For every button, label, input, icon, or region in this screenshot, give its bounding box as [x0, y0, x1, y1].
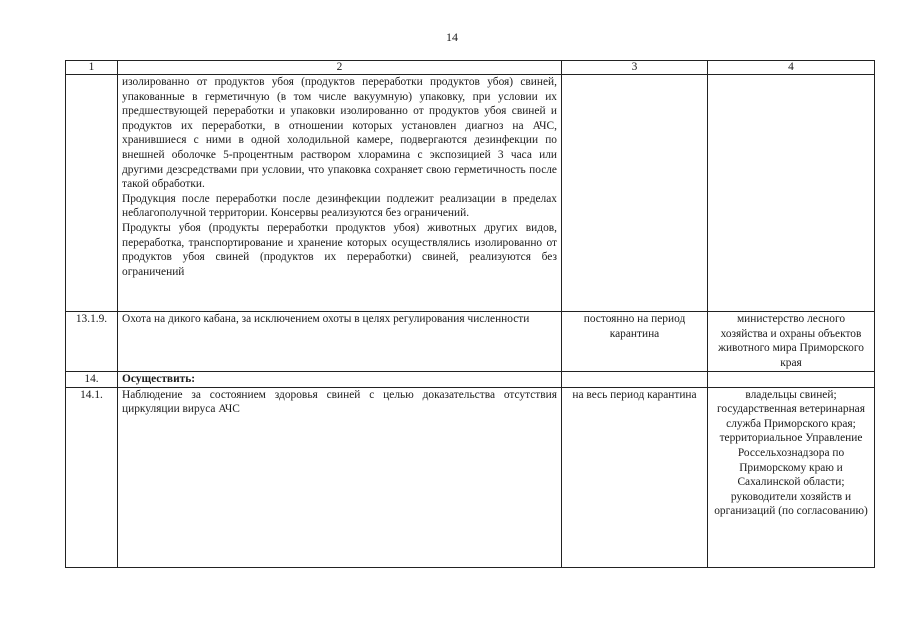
table-header-row	[66, 61, 875, 75]
measures-table	[65, 60, 875, 568]
responsible-cell	[708, 372, 875, 388]
table-row	[66, 387, 875, 567]
measure-paragraph: Продукция после переработки после дезинфекции подлежит реализации в пределах неблагополучной территории. Консервы реализуются без ограничений.	[122, 192, 557, 220]
row-number: 13.1.9.	[66, 312, 118, 372]
page-number: 14	[446, 30, 458, 44]
period-cell: на весь период карантина	[562, 387, 708, 567]
section-heading: Осуществить:	[118, 372, 562, 388]
table-row	[66, 75, 875, 312]
column-header: 4	[708, 61, 875, 75]
responsible-cell: министерство лесного хозяйства и охраны объектов животного мира Приморского края	[708, 312, 875, 372]
row-number	[66, 75, 118, 312]
column-header: 2	[118, 61, 562, 75]
responsible-cell	[708, 75, 875, 312]
responsible-cell: владельцы свиней; государственная ветеринарная служба Приморского края; территориальное Управление Россельхознадзора по Приморскому краю и Сахалинской области; руководители хозяйств и организаций (по согласованию)	[708, 387, 875, 567]
row-number: 14.1.	[66, 387, 118, 567]
table-row	[66, 312, 875, 372]
table-row	[66, 372, 875, 388]
period-cell	[562, 75, 708, 312]
period-cell: постоянно на период карантина	[562, 312, 708, 372]
measure-text	[118, 75, 562, 312]
measure-paragraph: изолированно от продуктов убоя (продуктов переработки продуктов убоя) свиней, упакованные в герметичную (в том числе вакуумную) упаковку, при условии их предшествующей переработки и упаковки изолированно от продуктов убоя свиней и продуктов их переработки, в отношении которых установлен диагноз на АЧС, хранившиеся с ними в одной холодильной камере, подвергаются дезинфекции по внешней оболочке 5-процентным раствором хлорамина с экспозицией 3 часа или другими дезсредствами при условии, что упаковка сохраняет свою герметичность после такой обработки.	[122, 76, 557, 191]
measure-text: Охота на дикого кабана, за исключением охоты в целях регулирования численности	[118, 312, 562, 372]
column-header: 3	[562, 61, 708, 75]
column-header: 1	[66, 61, 118, 75]
measure-paragraph: Продукты убоя (продукты переработки продуктов убоя) животных других видов, переработка, транспортирование и хранение которых осуществлялись изолированно от продуктов убоя свиней (продуктов их переработки) свиней, реализуются без ограничений	[122, 221, 557, 278]
period-cell	[562, 372, 708, 388]
row-number: 14.	[66, 372, 118, 388]
measure-text: Наблюдение за состоянием здоровья свиней с целью доказательства отсутствия циркуляции вируса АЧС	[118, 387, 562, 567]
